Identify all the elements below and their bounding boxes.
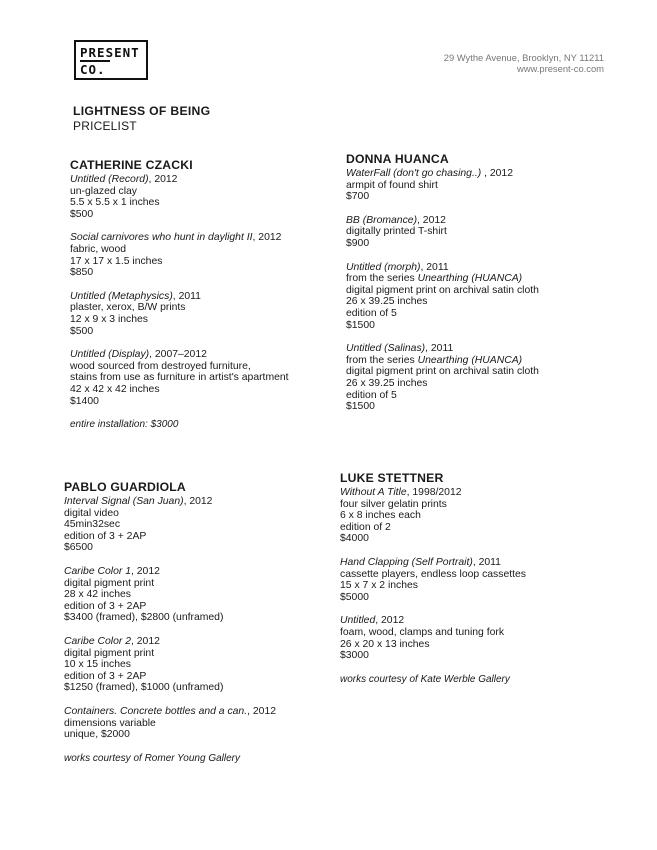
artwork-detail: un-glazed clay (70, 185, 138, 197)
artwork-year: , 2012 (252, 232, 282, 244)
artwork-detail: 10 x 15 inches (64, 659, 132, 671)
artwork-title-line (346, 262, 539, 274)
artwork-title-line (340, 615, 526, 627)
artwork-detail: edition of 3 + 2AP (64, 670, 147, 682)
artwork-entry (346, 343, 539, 413)
artwork-year: , 1998/2012 (406, 487, 462, 498)
installation-price-note: entire installation: $3000 (70, 419, 179, 431)
artwork-title-line (346, 343, 539, 355)
artwork-title: Hand Clapping (Self Portrait) (340, 556, 473, 568)
artwork-year: , 2012 (247, 705, 276, 717)
artwork-year: , 2011 (472, 556, 501, 568)
artist-section-guardiola (64, 480, 276, 764)
artwork-series-line (346, 273, 539, 285)
artwork-detail: digital pigment print on archival satin cloth (346, 366, 539, 378)
artist-section-stettner (340, 471, 526, 685)
artwork-year: , 2012 (131, 635, 160, 647)
artwork-title: Untitled (340, 615, 376, 627)
artwork-price: $500 (70, 325, 94, 337)
artwork-price: $6500 (64, 542, 93, 554)
artwork-detail: 26 x 39.25 inches (346, 296, 428, 308)
artwork-detail: four silver gelatin prints (340, 498, 447, 510)
artwork-series-line (346, 355, 539, 367)
artwork-detail: dimensions variable (64, 717, 156, 729)
artist-name: PABLO GUARDIOLA (64, 480, 186, 494)
artwork-year: , 2011 (420, 261, 449, 273)
series-title: Unearthing (HUANCA) (417, 273, 523, 285)
artwork-entry (340, 615, 526, 661)
artwork-price: $4000 (340, 533, 369, 545)
artwork-price: $1400 (70, 395, 99, 407)
artwork-entry (346, 215, 539, 250)
artwork-price: unique, $2000 (64, 729, 130, 741)
artwork-year: , 2012 (417, 214, 446, 226)
artwork-title-line (346, 168, 539, 180)
artwork-detail: 15 x 7 x 2 inches (340, 580, 418, 592)
gallery-courtesy-note: works courtesy of Romer Young Gallery (64, 752, 241, 764)
gallery-address (444, 52, 604, 74)
gallery-logo (74, 40, 148, 80)
address-website: www.present-co.com (516, 63, 604, 74)
artwork-title: Untitled (Salinas) (346, 343, 426, 355)
artwork-detail: wood sourced from destroyed furniture, (70, 360, 251, 372)
artwork-detail: edition of 3 + 2AP (64, 600, 147, 612)
artist-name: CATHERINE CZACKI (70, 158, 193, 172)
artwork-detail: 26 x 39.25 inches (346, 377, 428, 389)
artwork-title: Untitled (Metaphysics) (70, 290, 173, 302)
artwork-title-line (64, 496, 276, 508)
artwork-title: Social carnivores who hunt in daylight II (70, 232, 253, 244)
artwork-entry (70, 349, 289, 407)
artwork-price: $3000 (340, 650, 369, 662)
artwork-detail: 45min32sec (64, 519, 121, 531)
artwork-entry (64, 496, 276, 554)
artwork-entry (346, 168, 539, 203)
artwork-title: Untitled (morph) (346, 261, 421, 273)
artwork-title: Untitled (Display) (70, 349, 150, 361)
artwork-title-line (340, 557, 526, 569)
artwork-entry (70, 291, 289, 337)
artwork-entry (64, 706, 276, 741)
artist-name: LUKE STETTNER (340, 471, 444, 485)
artwork-price: $1500 (346, 319, 375, 331)
artwork-year: , 2012 (131, 565, 160, 577)
artwork-entry (70, 232, 289, 278)
series-prefix: from the series (346, 273, 418, 285)
artwork-entry (346, 262, 539, 332)
artwork-price: $1250 (framed), $1000 (unframed) (64, 682, 224, 694)
artwork-detail: digitally printed T-shirt (346, 226, 447, 238)
artwork-detail: 26 x 20 x 13 inches (340, 638, 430, 650)
artwork-detail: 42 x 42 x 42 inches (70, 383, 160, 395)
artwork-title: BB (Bromance) (346, 214, 418, 226)
artwork-title-line (340, 487, 526, 499)
exhibition-title: LIGHTNESS OF BEING (73, 104, 211, 118)
artist-section-huanca (346, 152, 539, 425)
gallery-courtesy-note: works courtesy of Kate Werble Gallery (340, 673, 510, 685)
artwork-entry (64, 636, 276, 694)
artwork-detail: 6 x 8 inches each (340, 510, 421, 522)
artwork-title: Containers. Concrete bottles and a can. (64, 705, 248, 717)
artwork-detail: 28 x 42 inches (64, 589, 132, 601)
artwork-detail: 17 x 17 x 1.5 inches (70, 255, 163, 267)
artwork-detail: digital pigment print (64, 647, 155, 659)
artwork-title-line (64, 566, 276, 578)
artwork-entry (340, 487, 526, 545)
artwork-title: Without A Title (340, 487, 407, 498)
artist-name: DONNA HUANCA (346, 152, 449, 166)
artwork-year: , 2007–2012 (149, 349, 207, 361)
artwork-year: , 2012 (375, 615, 405, 627)
artwork-year: , 2012 (481, 168, 513, 179)
artwork-title-line (346, 215, 539, 227)
artwork-detail: edition of 2 (340, 521, 391, 533)
artwork-year: , 2011 (425, 343, 454, 355)
logo-line-2: CO. (80, 60, 110, 77)
artwork-detail: plaster, xerox, B/W prints (70, 302, 186, 314)
artwork-detail: 5.5 x 5.5 x 1 inches (70, 197, 160, 209)
artwork-price: $500 (70, 208, 94, 220)
artwork-price: $1500 (346, 401, 375, 413)
artwork-title: Caribe Color 2 (64, 635, 131, 647)
artwork-entry (64, 566, 276, 624)
artwork-entry (70, 174, 289, 220)
artwork-price: $850 (70, 267, 94, 279)
artwork-title: WaterFall (don't go chasing..) (346, 168, 482, 179)
artwork-detail: digital pigment print on archival satin cloth (346, 284, 539, 296)
artwork-year: , 2012 (148, 174, 178, 185)
artwork-detail: digital video (64, 507, 119, 519)
artwork-entry (340, 557, 526, 603)
artwork-title: Untitled (Record) (70, 174, 149, 185)
artwork-detail: foam, wood, clamps and tuning fork (340, 626, 505, 638)
artwork-title-line (70, 232, 289, 244)
artwork-title-line (70, 291, 289, 303)
artwork-detail: digital pigment print (64, 577, 155, 589)
artwork-detail: edition of 3 + 2AP (64, 530, 147, 542)
series-prefix: from the series (346, 354, 418, 366)
artwork-detail: fabric, wood (70, 243, 127, 255)
artist-section-czacki (70, 158, 289, 431)
artwork-detail: 12 x 9 x 3 inches (70, 313, 148, 325)
artwork-title-line (70, 349, 289, 361)
artwork-title-line (64, 706, 276, 718)
logo-line-1: PRESENT (80, 45, 140, 60)
artwork-title-line (64, 636, 276, 648)
artwork-detail: edition of 5 (346, 307, 397, 319)
artwork-detail: stains from use as furniture in artist's apartment (70, 372, 289, 384)
artwork-detail: edition of 5 (346, 389, 397, 401)
artwork-title: Caribe Color 1 (64, 565, 131, 577)
artwork-price: $900 (346, 237, 370, 249)
artwork-year: , 2012 (183, 496, 213, 507)
artwork-title: Interval Signal (San Juan) (64, 496, 184, 507)
address-street: 29 Wythe Avenue, Brooklyn, NY 11211 (443, 52, 604, 63)
artwork-price: $3400 (framed), $2800 (unframed) (64, 612, 224, 624)
artwork-detail: cassette players, endless loop cassettes (340, 568, 526, 580)
artwork-price: $700 (346, 191, 370, 203)
pricelist-label: PRICELIST (73, 119, 137, 133)
artwork-title-line (70, 174, 289, 186)
artwork-detail: armpit of found shirt (346, 179, 438, 191)
artwork-price: $5000 (340, 591, 369, 603)
artwork-year: , 2011 (172, 290, 201, 302)
series-title: Unearthing (HUANCA) (417, 354, 523, 366)
